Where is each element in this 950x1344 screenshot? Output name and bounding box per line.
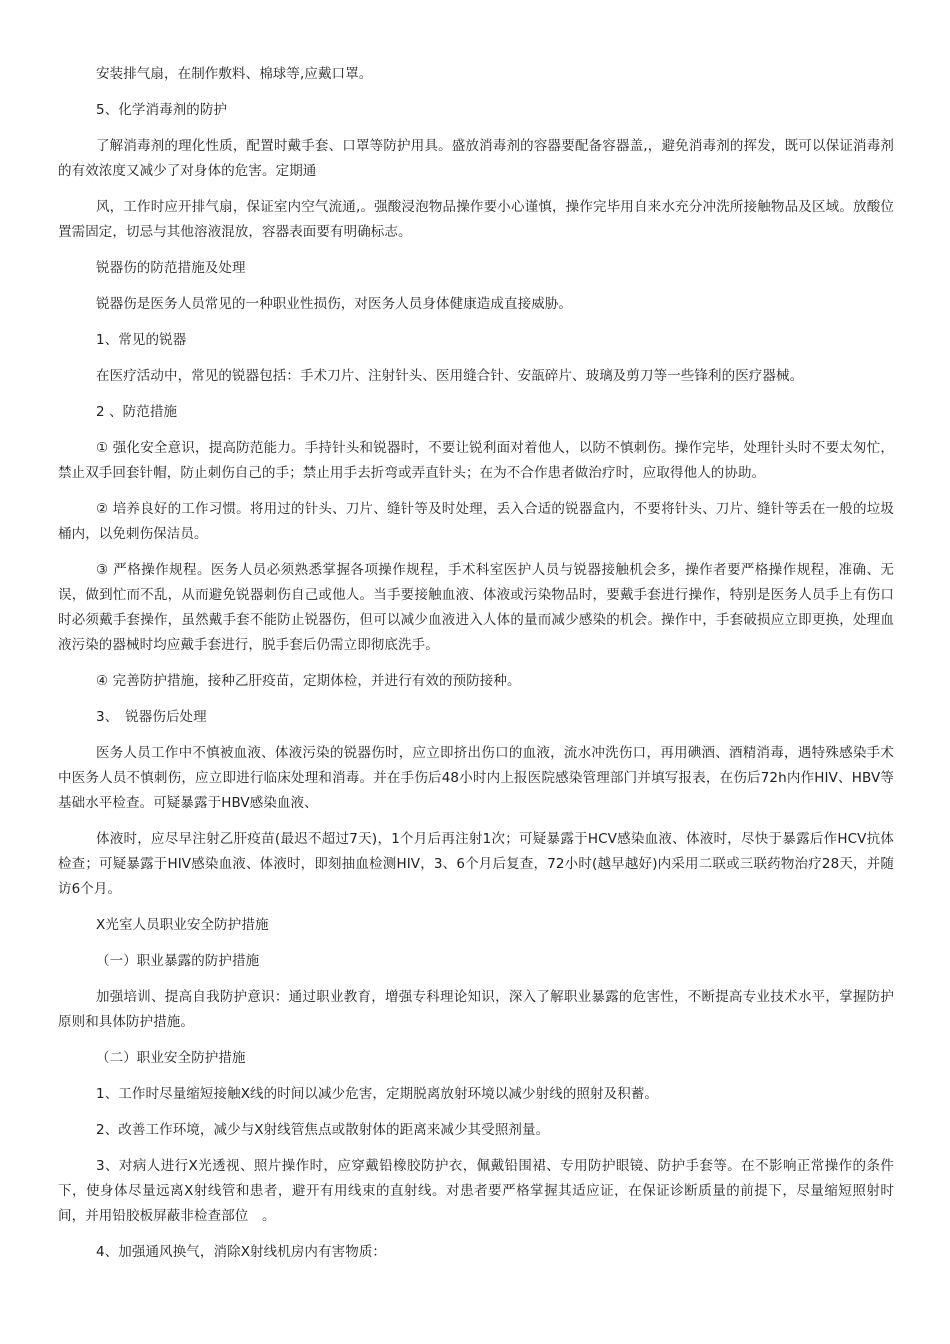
paragraph: 4、加强通风换气，消除X射线机房内有害物质： [96,1244,387,1260]
document-page [58,62,894,1276]
paragraph: 锐器伤是医务人员常见的一种职业性损伤，对医务人员身体健康造成直接威胁。 [96,296,572,312]
paragraph: 风，工作时应开排气扇，保证室内空气流通,。强酸浸泡物品操作要小心谨慎，操作完毕用自来水充分冲洗所接触物品及区域。放酸位置需固定，切忌与其他溶液混放，容器表面要有明确标志。 [58,199,894,240]
section-heading: 1、常见的锐器 [96,332,187,348]
paragraph: ② 培养良好的工作习惯。将用过的针头、刀片、缝针等及时处理，丢入合适的锐器盒内，不要将针头、刀片、缝针等丢在一般的垃圾桶内，以免刺伤保洁员。 [58,501,894,542]
paragraph: ④ 完善防护措施，接种乙肝疫苗，定期体检，并进行有效的预防接种。 [96,673,521,689]
section-heading: （二）职业安全防护措施 [96,1050,246,1066]
paragraph: 加强培训、提高自我防护意识：通过职业教育，增强专科理论知识，深入了解职业暴露的危害性，不断提高专业技术水平，掌握防护原则和具体防护措施。 [58,989,894,1030]
section-heading: 锐器伤的防范措施及处理 [96,260,246,276]
paragraph: 医务人员工作中不慎被血液、体液污染的锐器伤时，应立即挤出伤口的血液，流水冲洗伤口，再用碘酒、酒精消毒，遇特殊感染手术中医务人员不慎刺伤，应立即进行临床处理和消毒。并在手伤后48小时内上报医院感染管理部门并填写报表，在伤后72h内作HIV、HBV等基础水平检查。可疑暴露于HBV感染血液、 [58,745,894,811]
section-heading: 2 、防范措施 [96,404,178,420]
section-heading: 5、化学消毒剂的防护 [96,102,228,118]
section-heading: 3、 锐器伤后处理 [96,709,207,725]
paragraph: ③ 严格操作规程。医务人员必须熟悉掌握各项操作规程，手术科室医护人员与锐器接触机会多，操作者要严格操作规程，准确、无误，做到忙而不乱，从而避免锐器刺伤自己或他人。当手要接触血液、体液或污染物品时，要戴手套进行操作，特别是医务人员手上有伤口时必须戴手套操作，虽然戴手套不能防止锐器伤，但可以减少血液进入人体的量而减少感染的机会。操作中，手套破损应立即更换，处理血液污染的器械时均应戴手套进行，脱手套后仍需立即彻底洗手。 [58,562,894,653]
section-heading: （一）职业暴露的防护措施 [96,953,260,969]
paragraph: 2、改善工作环境，减少与X射线管焦点或散射体的距离来减少其受照剂量。 [96,1122,550,1138]
paragraph: ① 强化安全意识，提高防范能力。手持针头和锐器时，不要让锐利面对着他人，以防不慎刺伤。操作完毕，处理针头时不要太匆忙，禁止双手回套针帽，防止刺伤自己的手；禁止用手去折弯或弄直针头；在为不合作患者做治疗时，应取得他人的协助。 [58,440,894,481]
paragraph: 安装排气扇，在制作敷料、棉球等,应戴口罩。 [96,66,373,82]
paragraph: 1、工作时尽量缩短接触X线的时间以减少危害，定期脱离放射环境以减少射线的照射及积蓄。 [96,1086,659,1102]
paragraph: 体液时，应尽早注射乙肝疫苗(最迟不超过7天)，1个月后再注射1次；可疑暴露于HCV感染血液、体液时，尽快于暴露后作HCV抗体检查；可疑暴露于HIV感染血液、体液时，即刻抽血检测HIV，3、6个月后复查，72小时(越早越好)内采用二联或三联药物治疗28天，并随访6个月。 [58,831,894,897]
paragraph: 在医疗活动中，常见的锐器包括：手术刀片、注射针头、医用缝合针、安瓿碎片、玻璃及剪刀等一些锋利的医疗器械。 [96,368,804,384]
paragraph: 了解消毒剂的理化性质，配置时戴手套、口罩等防护用具。盛放消毒剂的容器要配备容器盖,，避免消毒剂的挥发，既可以保证消毒剂的有效浓度又减少了对身体的危害。定期通 [58,138,894,179]
section-heading: X光室人员职业安全防护措施 [96,917,269,933]
paragraph: 3、对病人进行X光透视、照片操作时，应穿戴铅橡胶防护衣，佩戴铅围裙、专用防护眼镜、防护手套等。在不影响正常操作的条件下，使身体尽量远离X射线管和患者，避开有用线束的直射线。对患者要严格掌握其适应证，在保证诊断质量的前提下，尽量缩短照射时间，并用铅胶板屏蔽非检查部位 。 [58,1158,894,1224]
